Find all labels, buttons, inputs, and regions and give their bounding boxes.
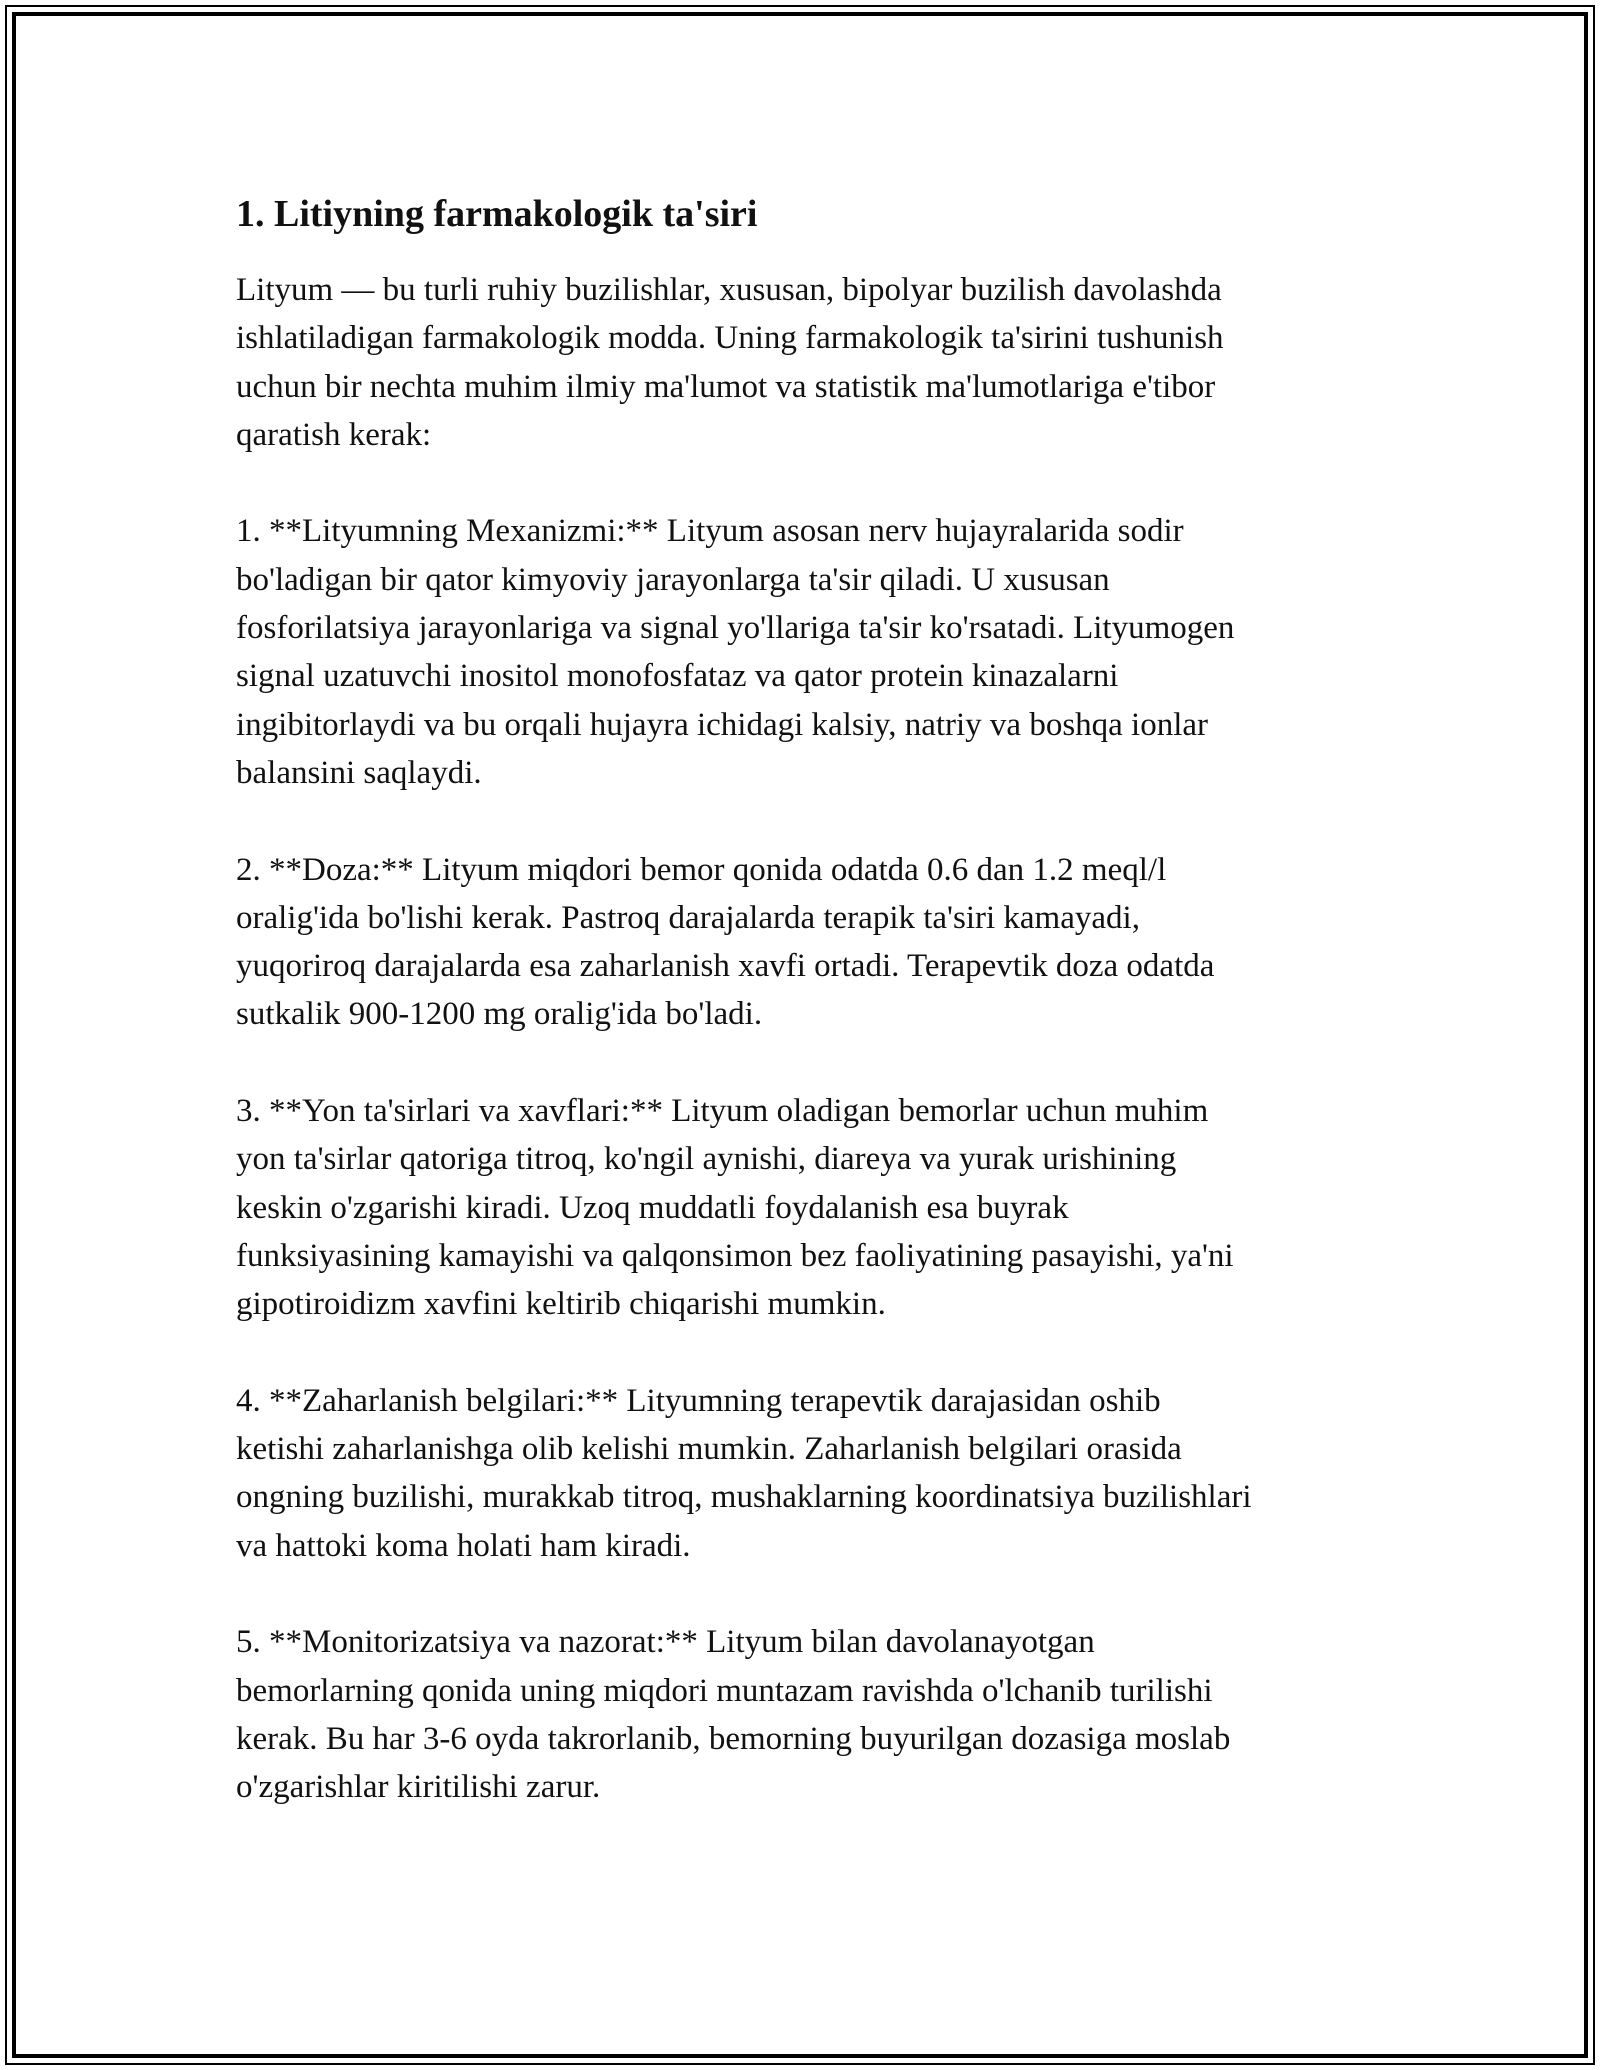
list-item-toxicity-signs: 4. **Zaharlanish belgilari:** Lityumning terapevtik darajasidan oshib ketishi zaharlanishga olib kelishi mumkin. Zaharlanish belgilari orasida ongning buzilishi, murakkab titroq, mushaklarning koordinatsiya buzilishlari va hattoki koma holati ham kiradi. xyxy=(236,1382,1252,1564)
document-body xyxy=(236,188,1376,1812)
list-item-monitoring: 5. **Monitorizatsiya va nazorat:** Lityum bilan davolanayotgan bemorlarning qonida uning miqdori muntazam ravishda o'lchanib turilishi kerak. Bu har 3-6 oyda takrorlanib, bemorning buyurilgan dozasiga moslab o'zgarishlar kiritilishi zarur. xyxy=(236,1624,1231,1806)
list-item-mechanism: 1. **Lityumning Mexanizmi:** Lityum asosan nerv hujayralarida sodir bo'ladigan bir qator kimyoviy jarayonlarga ta'sir qiladi. U xususan fosforilatsiya jarayonlariga va signal yo'llariga ta'sir ko'rsatadi. Lityumogen signal uzatuvchi inositol monofosfataz va qator protein kinazalarni ingibitorlaydi va bu orqali hujayra ichidagi kalsiy, natriy va boshqa ionlar balansini saqlaydi. xyxy=(236,513,1235,791)
list-item-side-effects: 3. **Yon ta'sirlari va xavflari:** Lityum oladigan bemorlar uchun muhim yon ta'sirlar qatoriga titroq, ko'ngil aynishi, diareya va yurak urishining keskin o'zgarishi kiradi. Uzoq muddatli foydalanish esa buyrak funksiyasining kamayishi va qalqonsimon bez faoliyatining pasayishi, ya'ni gipotiroidizm xavfini keltirib chiqarishi mumkin. xyxy=(236,1093,1234,1323)
document-title: 1. Litiyning farmakologik ta'siri xyxy=(236,193,758,235)
list-item-dose: 2. **Doza:** Lityum miqdori bemor qonida odatda 0.6 dan 1.2 meql/l oralig'ida bo'lishi kerak. Pastroq darajalarda terapik ta'siri kamayadi, yuqoriroq darajalarda esa zaharlanish xavfi ortadi. Terapevtik doza odatda sutkalik 900-1200 mg oralig'ida bo'ladi. xyxy=(236,851,1215,1033)
intro-paragraph: Lityum — bu turli ruhiy buzilishlar, xususan, bipolyar buzilish davolashda ishlatiladigan farmakologik modda. Uning farmakologik ta'sirini tushunish uchun bir nechta muhim ilmiy ma'lumot va statistik ma'lumotlariga e'tibor qaratish kerak: xyxy=(236,272,1224,453)
